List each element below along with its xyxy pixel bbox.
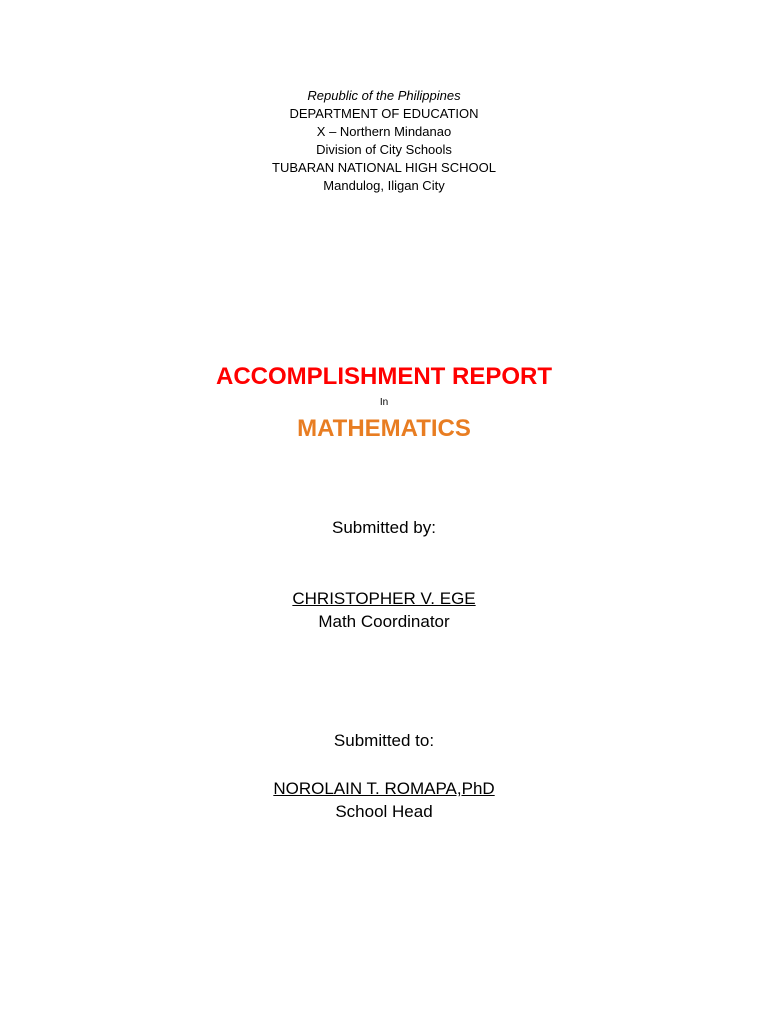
submitted-by-position: Math Coordinator [318, 612, 450, 631]
division-line: Division of City Schools [316, 142, 452, 157]
region-line: X – Northern Mindanao [316, 124, 452, 139]
address-line: Mandulog, Iligan City [323, 178, 445, 193]
submitted-by-label: Submitted by: [332, 518, 436, 537]
submitted-by-name: CHRISTOPHER V. EGE [292, 589, 476, 608]
title-connector: In [379, 397, 389, 408]
subject-title: MATHEMATICS [297, 415, 471, 442]
submitted-to-position: School Head [335, 802, 433, 821]
school-line: TUBARAN NATIONAL HIGH SCHOOL [272, 160, 496, 175]
republic-line: Republic of the Philippines [307, 88, 461, 103]
report-title: ACCOMPLISHMENT REPORT [216, 363, 552, 390]
submitted-to-label: Submitted to: [333, 731, 435, 750]
submitted-to-name: NOROLAIN T. ROMAPA,PhD [273, 779, 495, 798]
department-line: DEPARTMENT OF EDUCATION [289, 106, 479, 121]
